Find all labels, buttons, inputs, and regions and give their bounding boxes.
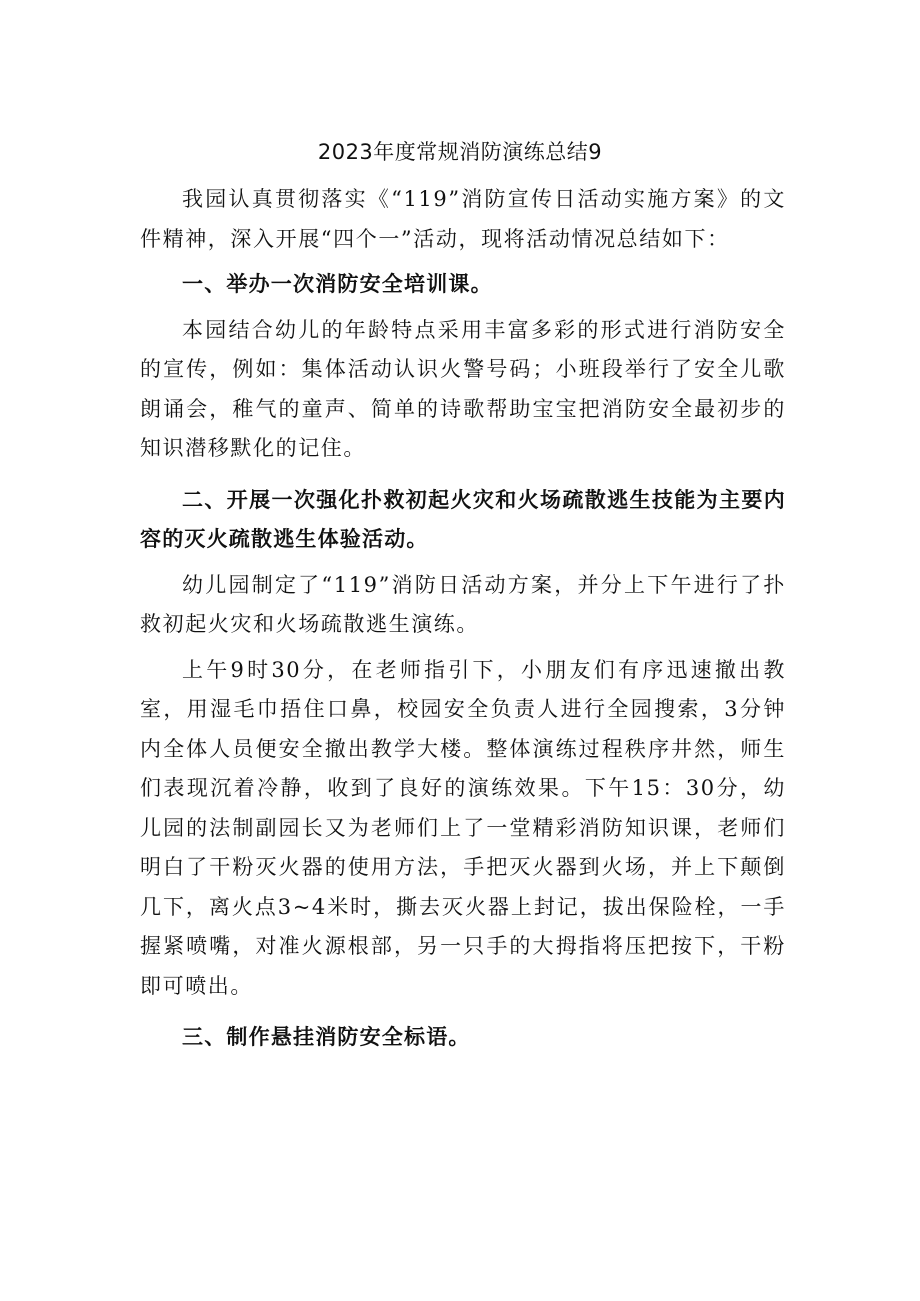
document-title: 2023年度常规消防演练总结9: [317, 140, 603, 164]
section-1-heading: 一、举办一次消防安全培训课。: [182, 272, 493, 296]
section-3-heading: 三、制作悬挂消防安全标语。: [182, 1025, 471, 1049]
document-body: [140, 180, 786, 1058]
intro-paragraph: 我园认真贯彻落实《“119”消防宣传日活动实施方案》的文件精神，深入开展“四个一”活动，现将活动情况总结如下：: [140, 187, 786, 251]
section-1-paragraph: 本园结合幼儿的年龄特点采用丰富多彩的形式进行消防安全的宣传，例如：集体活动认识火警号码；小班段举行了安全儿歌朗诵会，稚气的童声、简单的诗歌帮助宝宝把消防安全最初步的知识潜移默化的记住。: [140, 317, 786, 460]
section-2-heading: 二、开展一次强化扑救初起火灾和火场疏散逃生技能为主要内容的灭火疏散逃生体验活动。: [140, 487, 786, 551]
section-2-paragraph-2: 上午9时30分，在老师指引下，小朋友们有序迅速撤出教室，用湿毛巾捂住口鼻，校园安全负责人进行全园搜索，3分钟内全体人员便安全撤出教学大楼。整体演练过程秩序井然，师生们表现沉着冷静，收到了良好的演练效果。下午15：30分，幼儿园的法制副园长又为老师们上了一堂精彩消防知识课，老师们明白了干粉灭火器的使用方法，手把灭火器到火场，并上下颠倒几下，离火点3~4米时，撕去灭火器上封记，拔出保险栓，一手握紧喷嘴，对准火源根部，另一只手的大拇指将压把按下，干粉即可喷出。: [140, 657, 786, 998]
section-2-paragraph-1: 幼儿园制定了“119”消防日活动方案，并分上下午进行了扑救初起火灾和火场疏散逃生演练。: [140, 572, 786, 636]
